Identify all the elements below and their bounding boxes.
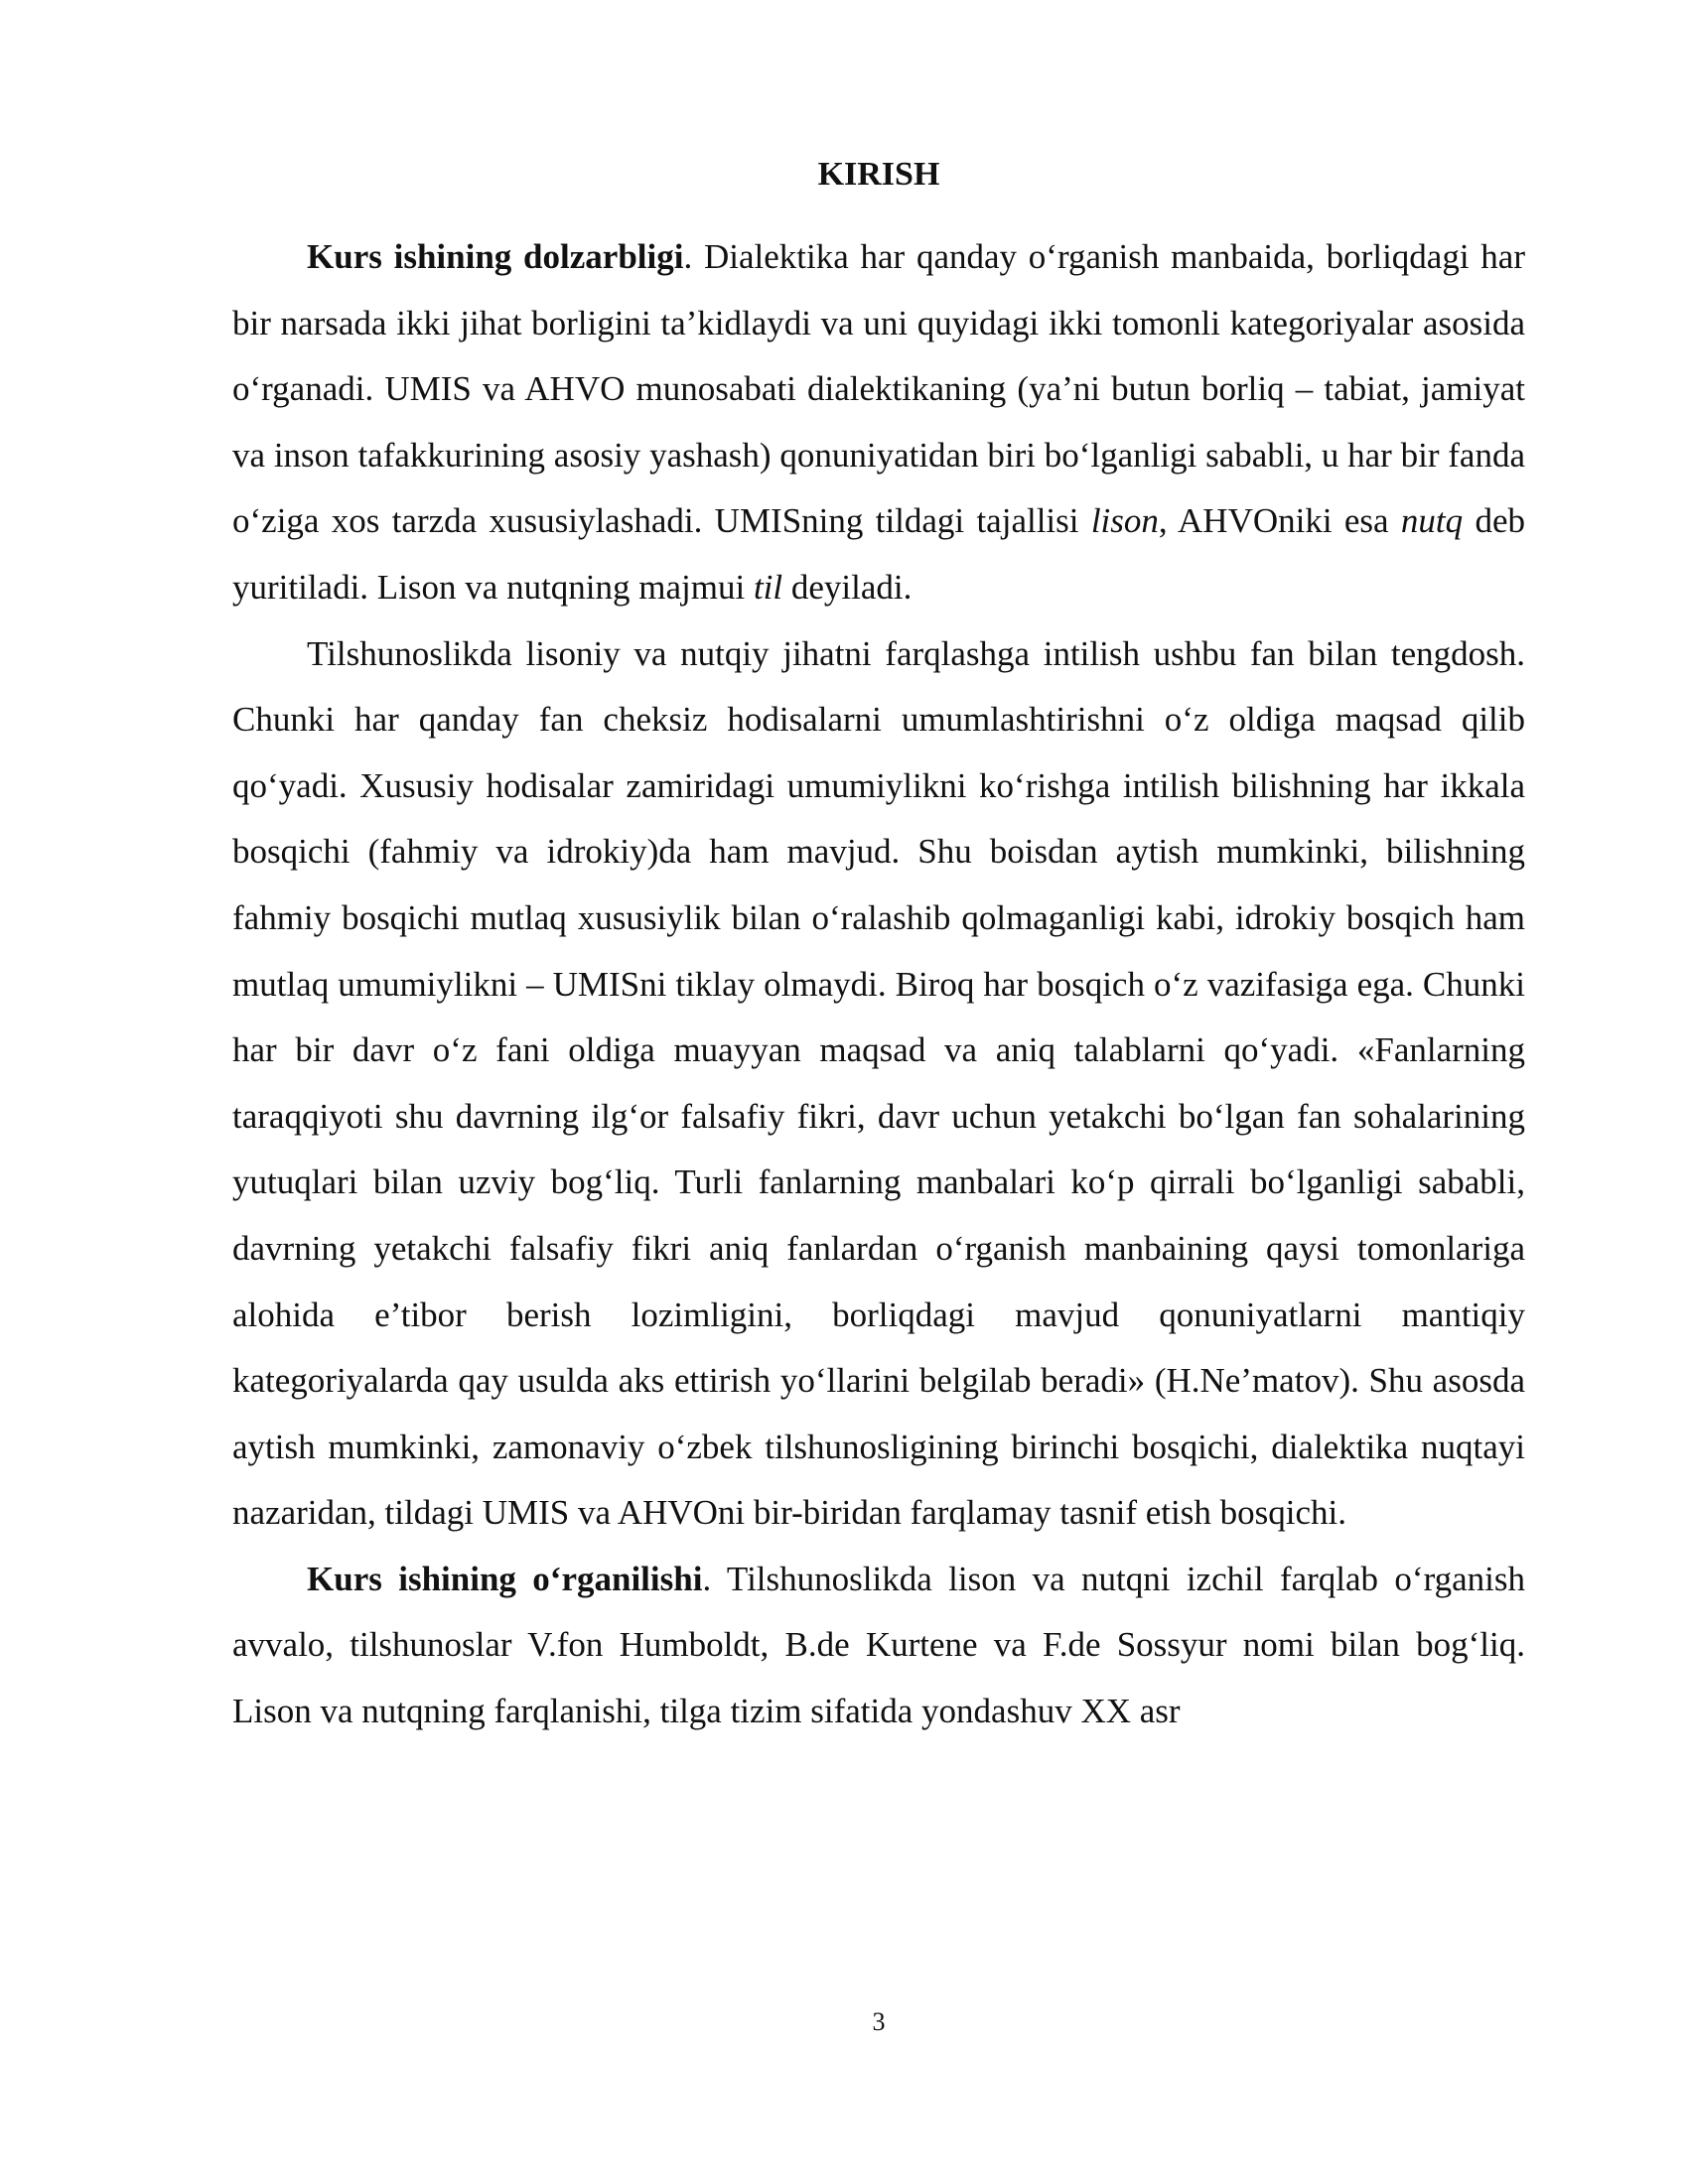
paragraph-text: , AHVOniki esa <box>1158 501 1401 541</box>
paragraph-text: . Tilshunoslikda lison va nutqni izchil farqlab o‘rganish avvalo, tilshunoslar V.fon Humboldt, B.de Kurtene va F.de Sossyur nomi bilan bog‘liq. Lison va nutqning farqlanishi, tilga tizim sifatida yondashuv XX asr <box>232 1559 1525 1731</box>
term-lison: lison <box>1090 501 1159 541</box>
section-heading-relevance: Kurs ishining dolzarbligi <box>307 237 684 276</box>
paragraph-text: . Dialektika har qanday o‘rganish manbaida, borliqdagi har bir narsada ikki jihat borligini ta’kidlaydi va uni quyidagi ikki tomonli kategoriyalar asosida o‘rganadi. UMIS va AHVO munosabati dialektikaning (ya’ni butun borliq – tabiat, jamiyat va inson tafakkurining asosiy yashash) qonuniyatidan biri bo‘lganligi sababli, u har bir fanda o‘ziga xos tarzda xususiylashadi. UMISning tildagi tajallisi <box>232 237 1526 541</box>
paragraph-study-history <box>232 1547 1525 1745</box>
page-number: 3 <box>872 2007 886 2036</box>
paragraph-text: deyiladi. <box>782 567 913 607</box>
paragraph-linguistics: Tilshunoslikda lisoniy va nutqiy jihatni farqlashga intilish ushbu fan bilan tengdosh. Chunki har qanday fan cheksiz hodisalarni umumlashtirishni o‘z oldiga maqsad qilib qo‘yadi. Xususiy hodisalar zamiridagi umumiylikni ko‘rishga intilish bilishning har ikkala bosqichi (fahmiy va idrokiy)da ham mavjud. Shu boisdan aytish mumkinki, bilishning fahmiy bosqichi mutlaq xususiylik bilan o‘ralashib qolmaganligi kabi, idrokiy bosqich ham mutlaq umumiylikni – UMISni tiklay olmaydi. Biroq har bosqich o‘z vazifasiga ega. Chunki har bir davr o‘z fani oldiga muayyan maqsad va aniq talablarni qo‘yadi. «Fanlarning taraqqiyoti shu davrning ilg‘or falsafiy fikri, davr uchun yetakchi bo‘lgan fan sohalarining yutuqlari bilan uzviy bog‘liq. Turli fanlarning manbalari ko‘p qirrali bo‘lganligi sababli, davrning yetakchi falsafiy fikri aniq fanlardan o‘rganish manbaining qaysi tomonlariga alohida e’tibor berish lozimligini, borliqdagi mavjud qonuniyatlarni mantiqiy kategoriyalarda qay usulda aks ettirish yo‘llarini belgilab beradi» (H.Ne’matov). Shu asosda aytish mumkinki, zamonaviy o‘zbek tilshunosligining birinchi bosqichi, dialektika nuqtayi nazaridan, tildagi UMIS va AHVOni bir-biridan farqlamay tasnif etish bosqichi. <box>232 633 1525 1533</box>
section-heading-study: Kurs ishining o‘rganilishi <box>307 1559 703 1598</box>
term-nutq: nutq <box>1400 501 1464 541</box>
paragraph-relevance <box>232 224 1525 621</box>
paragraph-text: deb yuritiladi. Lison va nutqning majmui <box>232 501 1525 607</box>
page-title: KIRISH <box>817 156 940 193</box>
term-til: til <box>753 567 783 607</box>
body-text <box>232 224 1525 1745</box>
